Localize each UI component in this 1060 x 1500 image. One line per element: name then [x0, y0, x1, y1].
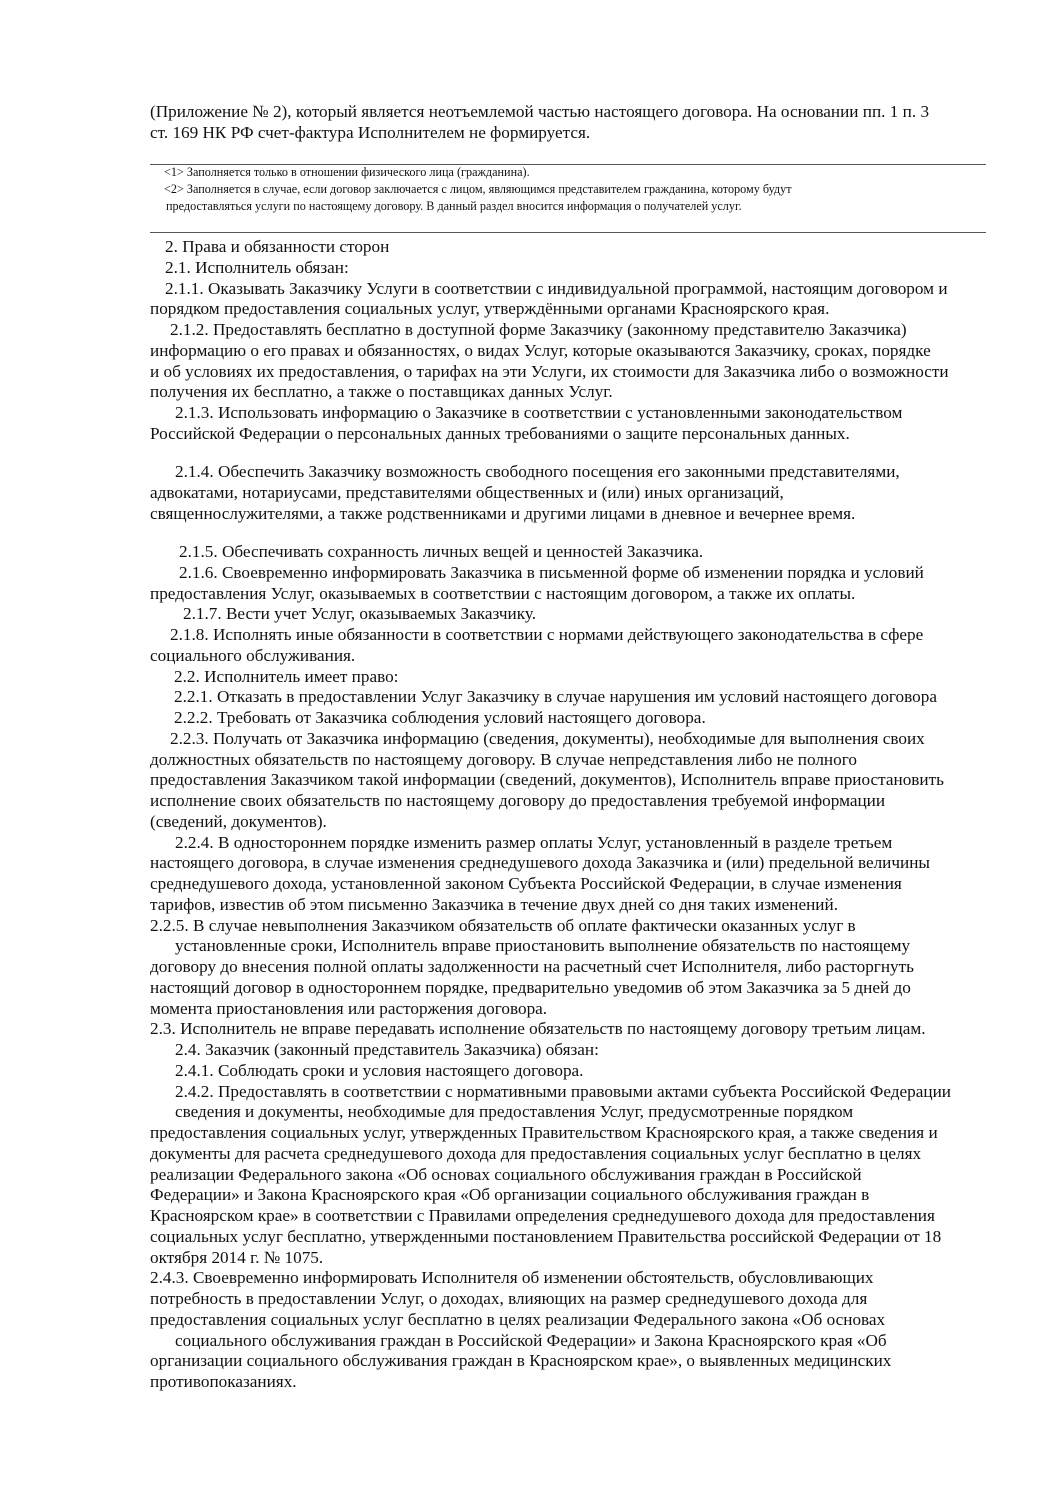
paragraph-first-line: сведения и документы, необходимые для предоставления Услуг, предусмотренные порядком	[175, 1102, 854, 1122]
paragraph-line: 2.4.3. Своевременно информировать Исполнителя об изменении обстоятельств, обусловливающих	[150, 1268, 874, 1288]
intro-line: (Приложение № 2), который является неотъемлемой частью настоящего договора. На основании пп. 1 п. 3	[150, 102, 930, 121]
paragraph-first-line: установленные сроки, Исполнитель вправе приостановить выполнение обязательств по настоящему	[175, 936, 911, 956]
paragraph-first-line: 2.1.6. Своевременно информировать Заказчика в письменной форме об изменении порядка и условий	[179, 562, 924, 582]
paragraph-first-line: 2.2.1. Отказать в предоставлении Услуг Заказчику в случае нарушения им условий настоящего договора	[174, 687, 937, 707]
paragraph-line: предоставления социальных услуг бесплатно в целях реализации Федерального закона «Об основах	[150, 1309, 886, 1329]
paragraph-line: среднедушевого дохода, установленной законом Субъекта Российской Федерации, в случае изменения	[150, 874, 902, 894]
paragraph-line: предоставления Услуг, оказываемых в соответствии с настоящим договором, а также их оплаты.	[150, 583, 856, 603]
paragraph-line: договору до внесения полной оплаты задолженности на расчетный счет Исполнителя, либо расторгнуть	[150, 957, 914, 977]
paragraph-first-line: 2.1.2. Предоставлять бесплатно в доступной форме Заказчику (законному представителю Заказчика)	[170, 320, 907, 339]
paragraph-line: адвокатами, нотариусами, представителями общественных и (или) иных организаций,	[150, 482, 784, 502]
paragraph-line: Красноярском крае» в соответствии с Правилами определения среднедушевого дохода для предоставления	[150, 1206, 935, 1226]
paragraph-line: тарифов, известив об этом письменно Заказчика в течение двух дней со дня таких изменений.	[150, 894, 839, 914]
footnote-2-continued: предоставляться услуги по настоящему договору. В данный раздел вносится информация о получателей услуг.	[166, 199, 742, 213]
paragraph-line: (сведений, документов).	[150, 811, 327, 831]
paragraph-line: Российской Федерации о персональных данных требованиями о защите персональных данных.	[150, 423, 850, 443]
paragraph-line: предоставления социальных услуг, утвержденных Правительством Красноярского края, а также сведения и	[150, 1123, 938, 1143]
paragraph-line: организации социального обслуживания граждан в Красноярском крае», о выявленных медицинских	[150, 1351, 892, 1371]
paragraph-line: настоящий договор в одностороннем порядке, предварительно уведомив об этом Заказчика за 5 дней до	[150, 977, 911, 997]
paragraph-line: порядком предоставления социальных услуг, утверждёнными органами Красноярского края.	[150, 299, 830, 319]
paragraph-first-line: 2. Права и обязанности сторон	[165, 237, 390, 256]
paragraph-first-line: 2.2.3. Получать от Заказчика информацию (сведения, документы), необходимые для выполнения своих	[170, 728, 925, 748]
paragraph-line: противопоказаниях.	[150, 1372, 297, 1392]
paragraph-line: и об условиях их предоставления, о тарифах на эти Услуги, их стоимости для Заказчика либо о возможности	[150, 361, 949, 381]
paragraph-first-line: 2.2.4. В одностороннем порядке изменить размер оплаты Услуг, установленный в разделе третьем	[175, 832, 893, 852]
paragraph-line: социального обслуживания.	[150, 645, 356, 665]
paragraph-first-line: 2.1.8. Исполнять иные обязанности в соответствии с нормами действующего законодательства в сфере	[170, 625, 924, 645]
paragraph-line: социальных услуг бесплатно, утвержденными постановлением Правительства российской Федерации от 18	[150, 1226, 942, 1246]
paragraph-first-line: 2.1.3. Использовать информацию о Заказчике в соответствии с установленными законодательством	[175, 403, 903, 422]
paragraph-first-line: 2.2. Исполнитель имеет право:	[174, 666, 399, 686]
paragraph-line: октября 2014 г. № 1075.	[150, 1247, 324, 1267]
paragraph-line: исполнение своих обязательств по настоящему договору до предоставления требуемой информации	[150, 791, 886, 811]
paragraph-line: священнослужителями, а также родственниками и другими лицами в дневное и вечернее время.	[150, 503, 856, 523]
paragraph-line: получения их бесплатно, а также о поставщиках данных Услуг.	[150, 382, 613, 402]
paragraph-first-line: 2.4.2. Предоставлять в соответствии с нормативными правовыми актами субъекта Российской Федерации	[175, 1081, 951, 1101]
paragraph-line: Федерации» и Закона Красноярского края «Об организации социального обслуживания граждан в	[150, 1185, 870, 1205]
paragraph-first-line: 2.1. Исполнитель обязан:	[165, 257, 349, 277]
footnote-separator-bottom	[150, 232, 986, 233]
paragraph-first-line: 2.1.5. Обеспечивать сохранность личных вещей и ценностей Заказчика.	[179, 542, 704, 562]
footnote-1: <1> Заполняется только в отношении физического лица (гражданина).	[164, 165, 530, 179]
paragraph-line: реализации Федерального закона «Об основах социального обслуживания граждан в Российской	[150, 1164, 862, 1184]
paragraph-first-line: 2.1.1. Оказывать Заказчику Услуги в соответствии с индивидуальной программой, настоящим договором и	[165, 278, 948, 298]
footnote-2: <2> Заполняется в случае, если договор заключается с лицом, являющимся представителем гражданина, которому будут	[164, 182, 792, 196]
paragraph-first-line: социального обслуживания граждан в Российской Федерации» и Закона Красноярского края «Об	[175, 1330, 887, 1350]
paragraph-line: 2.2.5. В случае невыполнения Заказчиком обязательств об оплате фактически оказанных услуг в	[150, 915, 856, 935]
paragraph-first-line: 2.1.7. Вести учет Услуг, оказываемых Заказчику.	[183, 604, 537, 624]
paragraph-line: предоставления Заказчиком такой информации (сведений, документов), Исполнитель вправе приостановить	[150, 770, 944, 790]
paragraph-line: потребность в предоставлении Услуг, о доходах, влияющих на размер среднедушевого дохода для	[150, 1289, 868, 1309]
paragraph-line: информацию о его правах и обязанностях, о видах Услуг, которые оказываются Заказчику, сроках, порядке	[150, 340, 931, 360]
paragraph-line: настоящего договора, в случае изменения среднедушевого дохода Заказчика и (или) предельной величины	[150, 853, 930, 873]
paragraph-line: документы для расчета среднедушевого дохода для предоставления социальных услуг бесплатно в целях	[150, 1143, 922, 1163]
paragraph-line: момента приостановления или расторжения договора.	[150, 998, 548, 1018]
paragraph-line: должностных обязательств по настоящему договору. В случае непредставления либо не полного	[150, 749, 857, 769]
paragraph-first-line: 2.2.2. Требовать от Заказчика соблюдения условий настоящего договора.	[174, 708, 706, 728]
intro-line: ст. 169 НК РФ счет-фактура Исполнителем не формируется.	[150, 123, 591, 142]
paragraph-first-line: 2.4. Заказчик (законный представитель Заказчика) обязан:	[175, 1040, 599, 1060]
paragraph-line: 2.3. Исполнитель не вправе передавать исполнение обязательств по настоящему договору третьим лицам.	[150, 1019, 926, 1039]
paragraph-first-line: 2.4.1. Соблюдать сроки и условия настоящего договора.	[175, 1060, 584, 1080]
paragraph-first-line: 2.1.4. Обеспечить Заказчику возможность свободного посещения его законными представителями,	[175, 462, 900, 482]
